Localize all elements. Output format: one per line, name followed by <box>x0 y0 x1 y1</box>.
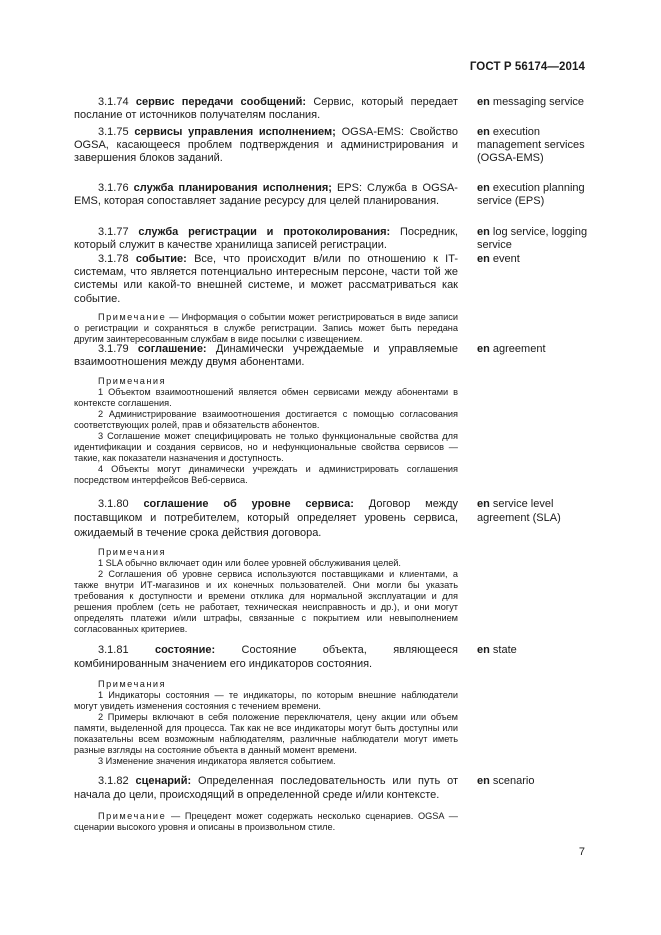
term-number: 3.1.74 <box>98 96 129 108</box>
notes-heading: Примечания <box>98 678 167 689</box>
term-note <box>74 811 458 833</box>
note-item: 1 Индикаторы состояния — те индикаторы, по которым внешние наблюдатели могут увидеть изменения состояния с течением времени. <box>74 689 458 711</box>
term-number: 3.1.75 <box>98 126 129 138</box>
term-definition <box>74 343 458 369</box>
term-entry-3-1-76 <box>74 182 585 208</box>
term-entry-3-1-82 <box>74 774 535 833</box>
term-definition-text: OGSA-EMS: Свойство OGSA, касающееся проблем подтверждения и администрирования и завершения блоков заданий. <box>74 126 459 165</box>
term-definition-text: Посредник, который служит в качестве хранилища записей регистрации. <box>74 226 458 252</box>
term-number: 3.1.78 <box>98 253 129 265</box>
term-entry-3-1-75 <box>74 126 585 166</box>
term-title: соглашение: <box>137 343 207 355</box>
term-definition <box>74 226 458 252</box>
term-number: 3.1.82 <box>98 775 129 787</box>
term-title: служба планирования исполнения; <box>133 182 332 194</box>
term-entry-3-1-78 <box>74 253 520 345</box>
english-equivalent: en log service, logging service <box>477 226 588 252</box>
term-definition <box>74 497 458 540</box>
term-title: сценарий: <box>135 775 192 787</box>
english-equivalent: en event <box>477 253 520 265</box>
term-entry-3-1-80 <box>74 497 561 635</box>
term-definition-text: Динамически учреждаемые и управляемые взаимоотношения между двумя абонентами. <box>74 343 458 369</box>
english-equivalent: en agreement <box>477 343 546 355</box>
term-title: событие: <box>135 253 187 265</box>
term-number: 3.1.76 <box>98 182 129 194</box>
term-definition-text: Все, что происходит в/или по отношению к IT-системам, что является потенциально интересным персоне, части той же системы или какой-то внешней системе, и может рассматриваться как событие. <box>74 253 459 305</box>
english-equivalent: en scenario <box>477 775 535 787</box>
note-text: — Прецедент может содержать несколько сценариев. OGSA — сценарии высокого уровня и описаны в произвольном стиле. <box>74 810 458 832</box>
term-number: 3.1.79 <box>98 343 129 355</box>
term-definition <box>74 253 458 306</box>
english-equivalent: en service level agreement (SLA) <box>477 498 561 525</box>
term-definition-text: Сервис, который передает послание от источников получателям послания. <box>74 96 458 122</box>
term-definition-text: EPS: Служба в OGSA-EMS, которая сопоставляет задание ресурсу для целей планирования. <box>74 182 458 208</box>
note-label: Примечание <box>98 810 167 821</box>
term-definition <box>74 182 458 208</box>
english-equivalent: en state <box>477 644 517 656</box>
english-equivalent: en execution management services (OGSA-EMS) <box>477 126 585 165</box>
term-entry-3-1-81 <box>74 643 517 767</box>
term-number: 3.1.77 <box>98 226 129 238</box>
term-notes <box>74 679 458 767</box>
note-item: 1 SLA обычно включает один или более уровней обслуживания целей. <box>98 558 401 569</box>
notes-heading: Примечания <box>98 547 167 558</box>
term-number: 3.1.81 <box>98 644 129 656</box>
term-note <box>74 312 458 345</box>
term-title: сервис передачи сообщений: <box>135 96 307 108</box>
term-title: сервисы управления исполнением; <box>134 126 336 138</box>
term-definition <box>74 643 458 672</box>
page-number: 7 <box>578 846 585 858</box>
term-entry-3-1-77 <box>74 226 588 252</box>
term-definition <box>74 774 458 803</box>
term-definition-text: Договор между поставщиком и потребителем, который определяет уровень сервиса, ожидаемый в течение срока действия договора. <box>74 498 458 539</box>
term-number: 3.1.80 <box>98 498 129 510</box>
note-text: — Информация о событии может регистрироваться в виде записи о регистрации и сохраняться в службе регистрации. Запись может быть передана другим заинтересованным службам в виде посылки с извещением. <box>74 311 458 344</box>
note-item: 2 Соглашения об уровне сервиса используются поставщиками и клиентами, а также внутри ИТ-магазинов и их конечных пользователей. Они могли бы указать требования к доступности и времени отклика для нормальной эксплуатации и для решения проблем (сеть не работает, техническая неисправность и др.), и они могут определять платежи и/или штрафы, связанные с покрытием или невыполнением согласованных критериев. <box>74 569 458 635</box>
english-equivalent: en execution planning service (EPS) <box>477 182 585 208</box>
document-header: ГОСТ Р 56174—2014 <box>469 61 585 73</box>
term-notes <box>74 376 458 486</box>
term-definition <box>74 96 458 122</box>
note-item: 2 Администрирование взаимоотношения достигается с помощью согласования соответствующих ролей, прав и обязательств абонентов. <box>74 409 458 431</box>
term-notes <box>74 547 458 635</box>
note-label: Примечание <box>98 311 167 322</box>
term-title: служба регистрации и протоколирования: <box>138 226 391 238</box>
term-title: состояние: <box>154 644 216 656</box>
term-definition-text: Состояние объекта, являющееся комбинированным значением его индикаторов состояния. <box>74 644 458 671</box>
note-item: 4 Объекты могут динамически учреждать и администрировать соглашения посредством интерфейсов Веб-сервиса. <box>74 464 458 486</box>
term-entry-3-1-79 <box>74 343 546 486</box>
term-entry-3-1-74 <box>74 96 584 122</box>
note-item: 1 Объектом взаимоотношений является обмен сервисами между абонентами в контексте соглашения. <box>74 387 458 409</box>
notes-heading: Примечания <box>98 376 167 387</box>
term-title: соглашение об уровне сервиса: <box>143 498 354 510</box>
term-definition-text: Определенная последовательность или путь от начала до цели, происходящий в определенной среде и/или контексте. <box>74 775 458 802</box>
english-equivalent: en messaging service <box>477 96 584 108</box>
note-item: 2 Примеры включают в себя положение переключателя, цену акции или объем памяти, выделенной для процесса. Так как не все индикаторы могут быть доступны или показательны всем возможным наблюдателям, различные наблюдатели могут иметь разные взгляды на состояние объекта в данный момент времени. <box>74 711 458 755</box>
note-item: 3 Изменение значения индикатора является событием. <box>98 755 336 766</box>
term-definition <box>74 126 458 166</box>
note-item: 3 Соглашение может специфицировать не только функциональные свойства для идентификации и создания сервисов, но и нефункциональные свойства сервисов — такие, как показатели назначения и доступность. <box>74 431 458 464</box>
